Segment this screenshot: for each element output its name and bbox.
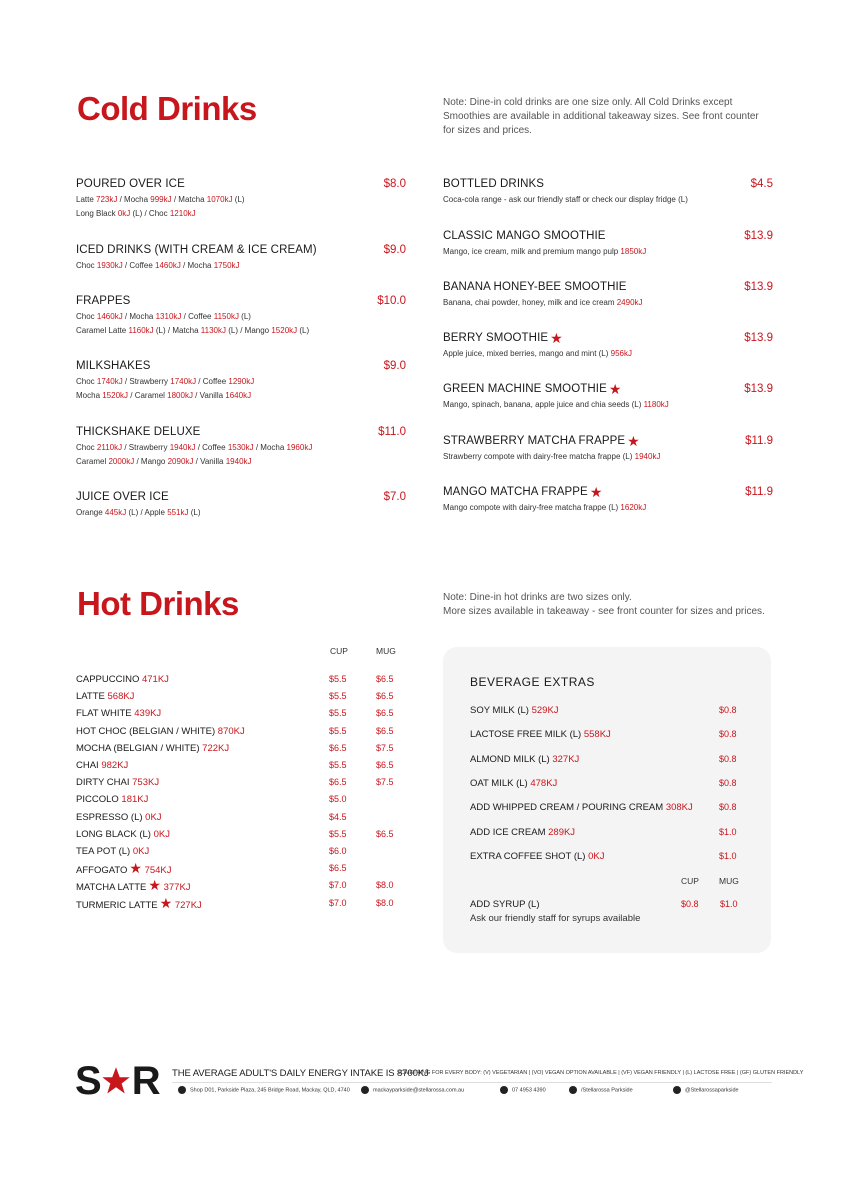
item-description	[443, 347, 773, 361]
hot-drink-row	[76, 846, 406, 863]
description-text: / Mocha	[180, 261, 214, 270]
item-name	[443, 178, 773, 190]
energy-value: 445kJ	[104, 508, 127, 517]
extra-row	[470, 705, 740, 716]
hot-drink-name-text: MATCHA LATTE	[76, 882, 147, 894]
star-icon: ★	[589, 483, 603, 500]
item-description	[443, 450, 773, 464]
star-icon: ★	[627, 432, 640, 449]
description-text: Mango, ice cream, milk and premium mango pulp	[443, 247, 621, 256]
energy-value: 2090kJ	[167, 457, 194, 466]
item-description	[443, 296, 773, 310]
energy-value: 529KJ	[531, 705, 559, 716]
energy-value: 0KJ	[588, 850, 605, 862]
description-text: / Strawberry	[122, 377, 171, 386]
energy-value: 439KJ	[131, 708, 162, 720]
hot-drink-name-text: LONG BLACK (L)	[76, 828, 151, 840]
description-text: (L) / Mango	[226, 326, 272, 335]
hot-drink-name	[76, 812, 162, 823]
hot-cup-header: CUP	[330, 646, 348, 656]
item-description	[76, 375, 406, 403]
brand-logo	[75, 1060, 159, 1102]
extra-row	[470, 754, 740, 765]
hot-drink-name	[76, 894, 202, 911]
footer-instagram[interactable]: @Stellarossaparkside	[685, 1087, 739, 1094]
item-price: $9.0	[383, 360, 406, 372]
energy-value: 1070kJ	[206, 195, 233, 204]
item-name-text: JUICE OVER ICE	[76, 491, 169, 503]
menu-item	[76, 491, 406, 520]
extra-price: $1.0	[719, 850, 737, 861]
item-description	[76, 441, 406, 469]
item-price: $10.0	[377, 295, 406, 307]
star-icon: ★	[159, 894, 173, 911]
energy-value: 1310kJ	[155, 312, 182, 321]
energy-value: 289KJ	[548, 826, 576, 838]
footer-address: Shop D01, Parkside Plaza, 245 Bridge Road, Mackay, QLD, 4740	[190, 1087, 350, 1094]
energy-value: 723kJ	[96, 195, 118, 204]
hot-mug-header: MUG	[376, 646, 396, 656]
logo-star-icon	[101, 1066, 131, 1096]
item-name	[76, 426, 406, 438]
energy-value: 754KJ	[141, 865, 172, 877]
hot-drink-name-text: DIRTY CHAI	[76, 777, 130, 789]
extras-cup-header: CUP	[681, 876, 699, 886]
extra-name: ADD WHIPPED CREAM / POURING CREAM	[470, 802, 666, 814]
item-name	[76, 360, 406, 372]
energy-value: 727KJ	[172, 899, 202, 911]
item-price: $4.5	[750, 178, 773, 190]
description-text: / Coffee	[196, 377, 229, 386]
star-icon: ★	[148, 877, 161, 894]
phone-icon	[500, 1086, 508, 1094]
logo-letter-r: R	[131, 1058, 159, 1103]
energy-value: 558KJ	[583, 729, 611, 741]
item-description	[76, 193, 406, 221]
hot-drink-name	[76, 708, 161, 719]
hot-drink-row	[76, 726, 406, 743]
extras-mug-header: MUG	[719, 876, 739, 886]
hot-drink-name-text: TEA POT (L)	[76, 846, 131, 857]
syrup-mug-price: $1.0	[720, 899, 738, 909]
menu-item	[443, 178, 773, 207]
description-text: Banana, chai powder, honey, milk and ice cream	[443, 298, 617, 307]
menu-item	[443, 432, 773, 464]
hot-drink-row	[76, 829, 406, 846]
extra-name: EXTRA COFFEE SHOT (L)	[470, 850, 589, 862]
description-text: / Mango	[134, 457, 168, 466]
energy-value: 1940kJ	[634, 452, 661, 461]
hot-drinks-title: Hot Drinks	[77, 585, 239, 622]
description-text: (L)	[188, 508, 201, 517]
instagram-icon	[673, 1086, 681, 1094]
description-text: Choc	[76, 443, 97, 452]
cup-price: $6.5	[329, 863, 347, 874]
hot-drinks-note-line2: More sizes available in takeaway - see front counter for sizes and prices.	[443, 606, 765, 617]
mug-price: $6.5	[376, 828, 394, 839]
energy-value: 1620kJ	[620, 503, 647, 512]
hot-drink-name	[76, 743, 229, 754]
hot-drink-name	[76, 674, 169, 685]
energy-value: 1290kJ	[228, 377, 255, 386]
cup-price: $4.5	[329, 811, 347, 822]
description-text: Strawberry compote with dairy-free matcha frappe (L)	[443, 452, 635, 461]
hot-drink-row	[76, 777, 406, 794]
star-icon: ★	[129, 860, 142, 877]
energy-value: 1940kJ	[169, 443, 196, 452]
mug-price: $7.5	[376, 777, 394, 788]
hot-drink-name-text: LATTE	[76, 691, 105, 703]
menu-item	[76, 426, 406, 469]
footer-divider	[172, 1082, 772, 1083]
menu-item	[76, 178, 406, 221]
energy-value: 1180kJ	[643, 400, 669, 409]
item-price: $13.9	[744, 383, 773, 395]
extra-row	[470, 778, 740, 789]
energy-value: 568KJ	[104, 691, 135, 703]
energy-value: 1750kJ	[213, 261, 240, 270]
item-name	[443, 230, 773, 242]
hot-drink-name-text: CAPPUCCINO	[76, 674, 140, 685]
energy-value: 471KJ	[139, 674, 169, 685]
description-text: (L) / Choc	[130, 209, 170, 218]
energy-value: 1930kJ	[96, 261, 123, 270]
item-name-text: MANGO MATCHA FRAPPE	[443, 486, 588, 498]
item-price: $9.0	[383, 244, 406, 256]
menu-item	[443, 329, 773, 361]
item-name	[443, 281, 773, 293]
item-price: $8.0	[383, 178, 406, 190]
hot-drink-name-text: HOT CHOC (BELGIAN / WHITE)	[76, 725, 216, 737]
energy-value: 1530kJ	[227, 443, 254, 452]
hot-drink-row	[76, 674, 406, 691]
item-name-text: MILKSHAKES	[76, 360, 151, 372]
facebook-icon	[569, 1086, 577, 1094]
dietary-legend: SOMETHING FOR EVERY BODY: (V) VEGETARIAN | (VO) VEGAN OPTION AVAILABLE | (VF) VEGAN FRIENDLY | (L) LACTOSE FREE | (GF) GLUTEN FRIENDLY	[397, 1070, 804, 1076]
mug-price: $7.5	[376, 742, 394, 753]
extra-price: $1.0	[719, 826, 737, 837]
item-price: $13.9	[744, 332, 773, 344]
item-name	[76, 295, 406, 307]
mug-price: $6.5	[376, 760, 394, 770]
cold-drinks-title: Cold Drinks	[77, 90, 257, 127]
item-name-text: ICED DRINKS (WITH CREAM & ICE CREAM)	[76, 244, 317, 256]
syrup-note: Ask our friendly staff for syrups available	[470, 913, 641, 924]
star-icon: ★	[608, 380, 622, 397]
energy-value: 1850kJ	[620, 247, 647, 256]
hot-drink-name-text: CHAI	[76, 760, 99, 771]
description-text: / Caramel	[128, 391, 168, 400]
location-pin-icon	[178, 1086, 186, 1094]
energy-intake-text: THE AVERAGE ADULT'S DAILY ENERGY INTAKE IS 8700KJ	[172, 1068, 429, 1079]
description-text: Choc	[76, 312, 97, 321]
energy-value: 478KJ	[530, 777, 558, 789]
hot-drink-row	[76, 812, 406, 829]
energy-value: 1640kJ	[225, 391, 252, 400]
description-text: / Vanilla	[193, 457, 226, 466]
description-text: / Mocha	[122, 312, 156, 321]
hot-drink-row	[76, 760, 406, 777]
item-price: $13.9	[744, 281, 773, 293]
item-description	[76, 506, 406, 520]
item-name	[443, 483, 773, 500]
energy-value: 2110kJ	[96, 443, 123, 452]
syrup-cup-price: $0.8	[681, 899, 699, 909]
footer-contacts	[178, 1086, 778, 1098]
description-text: Choc	[76, 377, 97, 386]
menu-item	[76, 295, 406, 338]
cup-price: $6.5	[329, 777, 347, 788]
item-name	[76, 244, 406, 256]
item-name-text: FRAPPES	[76, 295, 131, 307]
hot-drink-row	[76, 894, 406, 915]
item-price: $7.0	[383, 491, 406, 503]
energy-value: 0KJ	[130, 846, 150, 857]
item-description	[76, 259, 406, 273]
menu-item	[443, 483, 773, 515]
energy-value: 1940kJ	[225, 457, 252, 466]
hot-drink-name-text: ESPRESSO (L)	[76, 811, 143, 823]
hot-drink-name-text: TURMERIC LATTE	[76, 899, 158, 911]
energy-value: 327KJ	[552, 753, 580, 765]
item-price: $11.9	[745, 435, 773, 447]
item-name	[443, 432, 773, 449]
mug-price: $6.5	[376, 725, 394, 736]
star-icon: ★	[550, 329, 563, 346]
hot-drink-name-text: MOCHA (BELGIAN / WHITE)	[76, 742, 200, 754]
cup-price: $5.5	[329, 691, 347, 702]
menu-item	[76, 360, 406, 403]
description-text: Mango, spinach, banana, apple juice and chia seeds (L)	[443, 400, 644, 409]
item-description	[443, 245, 773, 259]
hot-drink-name	[76, 877, 191, 894]
energy-value: 551kJ	[167, 508, 189, 517]
description-text: Caramel	[76, 457, 109, 466]
description-text: Apple juice, mixed berries, mango and mint (L)	[443, 349, 611, 358]
energy-value: 1150kJ	[213, 312, 239, 321]
extra-row	[470, 827, 740, 838]
energy-value: 2490kJ	[616, 298, 643, 307]
syrup-name: ADD SYRUP (L)	[470, 899, 540, 910]
cup-price: $5.0	[329, 794, 347, 805]
item-name-text: THICKSHAKE DELUXE	[76, 426, 201, 438]
beverage-extras-panel	[443, 647, 771, 953]
footer-email[interactable]: mackayparkside@stellarossa.com.au	[373, 1087, 465, 1094]
mug-price: $6.5	[376, 691, 394, 702]
hot-drink-row	[76, 860, 406, 880]
item-name-text: BANANA HONEY-BEE SMOOTHIE	[443, 281, 627, 293]
energy-value: 1740kJ	[170, 377, 197, 386]
item-name-text: BOTTLED DRINKS	[443, 178, 545, 190]
hot-drink-row	[76, 877, 406, 897]
energy-value: 308KJ	[665, 802, 693, 814]
description-text: Caramel Latte	[76, 326, 129, 335]
item-description	[443, 398, 773, 412]
description-text: / Strawberry	[122, 443, 170, 452]
description-text: Mango compote with dairy-free matcha frappe (L)	[443, 503, 621, 512]
description-text: / Vanilla	[192, 391, 226, 400]
cup-price: $5.5	[329, 674, 347, 684]
mug-price: $8.0	[376, 897, 394, 908]
item-name	[443, 380, 773, 397]
energy-value: 1520kJ	[102, 391, 129, 400]
energy-value: 753KJ	[129, 777, 160, 789]
extra-name: OAT MILK (L)	[470, 777, 531, 789]
extra-price: $0.8	[719, 753, 737, 764]
energy-value: 1460kJ	[155, 261, 181, 270]
item-price: $13.9	[744, 230, 773, 242]
cup-price: $6.5	[329, 742, 347, 753]
hot-drink-name-text: FLAT WHITE	[76, 708, 132, 720]
description-text: Choc	[76, 261, 97, 270]
hot-drink-row	[76, 708, 406, 725]
hot-drink-name	[76, 829, 170, 840]
extra-name: ADD ICE CREAM	[470, 826, 549, 838]
item-description	[443, 193, 773, 207]
extra-price: $0.8	[719, 777, 737, 788]
energy-value: 1520kJ	[271, 326, 298, 335]
hot-drink-row	[76, 794, 406, 811]
logo-letter-s: S	[75, 1058, 100, 1103]
cup-price: $7.0	[329, 897, 347, 908]
item-name-text: CLASSIC MANGO SMOOTHIE	[443, 230, 606, 242]
item-name-text: GREEN MACHINE SMOOTHIE	[443, 383, 607, 395]
extra-price: $0.8	[719, 705, 737, 715]
hot-drink-name	[76, 691, 134, 702]
item-name	[76, 491, 406, 503]
hot-drink-row	[76, 691, 406, 708]
energy-value: 1460kJ	[96, 312, 123, 321]
description-text: (L) / Apple	[126, 508, 168, 517]
description-text: Mocha	[76, 391, 103, 400]
description-text: Latte	[76, 195, 97, 204]
menu-item	[76, 244, 406, 273]
item-name-text: POURED OVER ICE	[76, 178, 185, 190]
energy-value: 870KJ	[215, 725, 245, 737]
description-text: (L) / Matcha	[153, 326, 201, 335]
email-icon	[361, 1086, 369, 1094]
cup-price: $7.0	[329, 880, 347, 891]
description-text: / Mocha	[117, 195, 151, 204]
energy-value: 2000kJ	[108, 457, 135, 466]
extra-name: LACTOSE FREE MILK (L)	[470, 729, 584, 741]
menu-item	[443, 380, 773, 412]
description-text: / Mocha	[253, 443, 287, 452]
item-name-text: BERRY SMOOTHIE	[443, 332, 549, 344]
energy-value: 1160kJ	[128, 326, 154, 335]
mug-price: $6.5	[376, 674, 394, 684]
hot-drink-name-text: PICCOLO	[76, 794, 119, 806]
hot-drink-name	[76, 726, 245, 737]
energy-value: 0KJ	[150, 828, 170, 840]
cup-price: $5.5	[329, 828, 347, 839]
item-price: $11.0	[378, 426, 406, 438]
menu-item	[443, 281, 773, 310]
beverage-extras-title: BEVERAGE EXTRAS	[470, 675, 595, 689]
hot-drink-name	[76, 794, 148, 805]
extra-name: SOY MILK (L)	[470, 705, 532, 716]
extra-name: ALMOND MILK (L)	[470, 753, 553, 765]
menu-item	[443, 230, 773, 259]
energy-value: 722KJ	[199, 742, 230, 754]
energy-value: 956kJ	[610, 349, 632, 358]
description-text: (L)	[238, 312, 251, 321]
item-description	[443, 501, 773, 515]
energy-value: 999kJ	[150, 195, 172, 204]
cup-price: $5.5	[329, 760, 347, 770]
extra-row	[470, 851, 740, 862]
item-name	[443, 329, 773, 346]
energy-value: 0KJ	[142, 811, 162, 823]
hot-drink-name-text: AFFOGATO	[76, 865, 128, 877]
energy-value: 982KJ	[98, 760, 129, 771]
mug-price: $6.5	[376, 708, 394, 719]
hot-drink-name	[76, 846, 149, 857]
item-name-text: STRAWBERRY MATCHA FRAPPE	[443, 435, 626, 447]
extra-row	[470, 802, 740, 813]
hot-drink-row	[76, 743, 406, 760]
description-text: / Coffee	[181, 312, 214, 321]
description-text: (L)	[232, 195, 245, 204]
extra-price: $0.8	[719, 802, 737, 813]
energy-value: 1800kJ	[167, 391, 193, 400]
extra-price: $0.8	[719, 729, 737, 740]
hot-drink-name	[76, 760, 128, 771]
description-text: Coca-cola range - ask our friendly staff or check our display fridge (L)	[443, 195, 688, 204]
description-text: / Coffee	[122, 261, 156, 270]
footer-phone[interactable]: 07 4953 4390	[512, 1087, 546, 1094]
energy-value: 1210kJ	[169, 209, 196, 218]
cup-price: $5.5	[329, 708, 347, 719]
description-text: / Coffee	[195, 443, 228, 452]
energy-value: 1960kJ	[286, 443, 313, 452]
extra-row	[470, 729, 740, 740]
energy-value: 1740kJ	[96, 377, 123, 386]
description-text: Orange	[76, 508, 105, 517]
energy-value: 1130kJ	[200, 326, 226, 335]
energy-value: 377KJ	[160, 882, 191, 894]
description-text: (L)	[297, 326, 310, 335]
hot-drink-name	[76, 777, 159, 788]
item-price: $11.9	[745, 486, 773, 498]
cold-drinks-note: Note: Dine-in cold drinks are one size only. All Cold Drinks except Smoothies are available in additional takeaway sizes. See front counter for sizes and prices.	[443, 97, 759, 136]
hot-drink-name	[76, 860, 172, 877]
energy-value: 0kJ	[117, 209, 131, 218]
cup-price: $6.0	[329, 846, 347, 856]
mug-price: $8.0	[376, 880, 394, 891]
item-name	[76, 178, 406, 190]
description-text: Long Black	[76, 209, 118, 218]
description-text: / Matcha	[171, 195, 207, 204]
cup-price: $5.5	[329, 725, 347, 736]
item-description	[76, 310, 406, 338]
footer-facebook[interactable]: /Stellarossa Parkside	[581, 1087, 633, 1094]
energy-value: 181KJ	[118, 794, 149, 806]
hot-drinks-note-line1: Note: Dine-in hot drinks are two sizes only.	[443, 592, 632, 603]
